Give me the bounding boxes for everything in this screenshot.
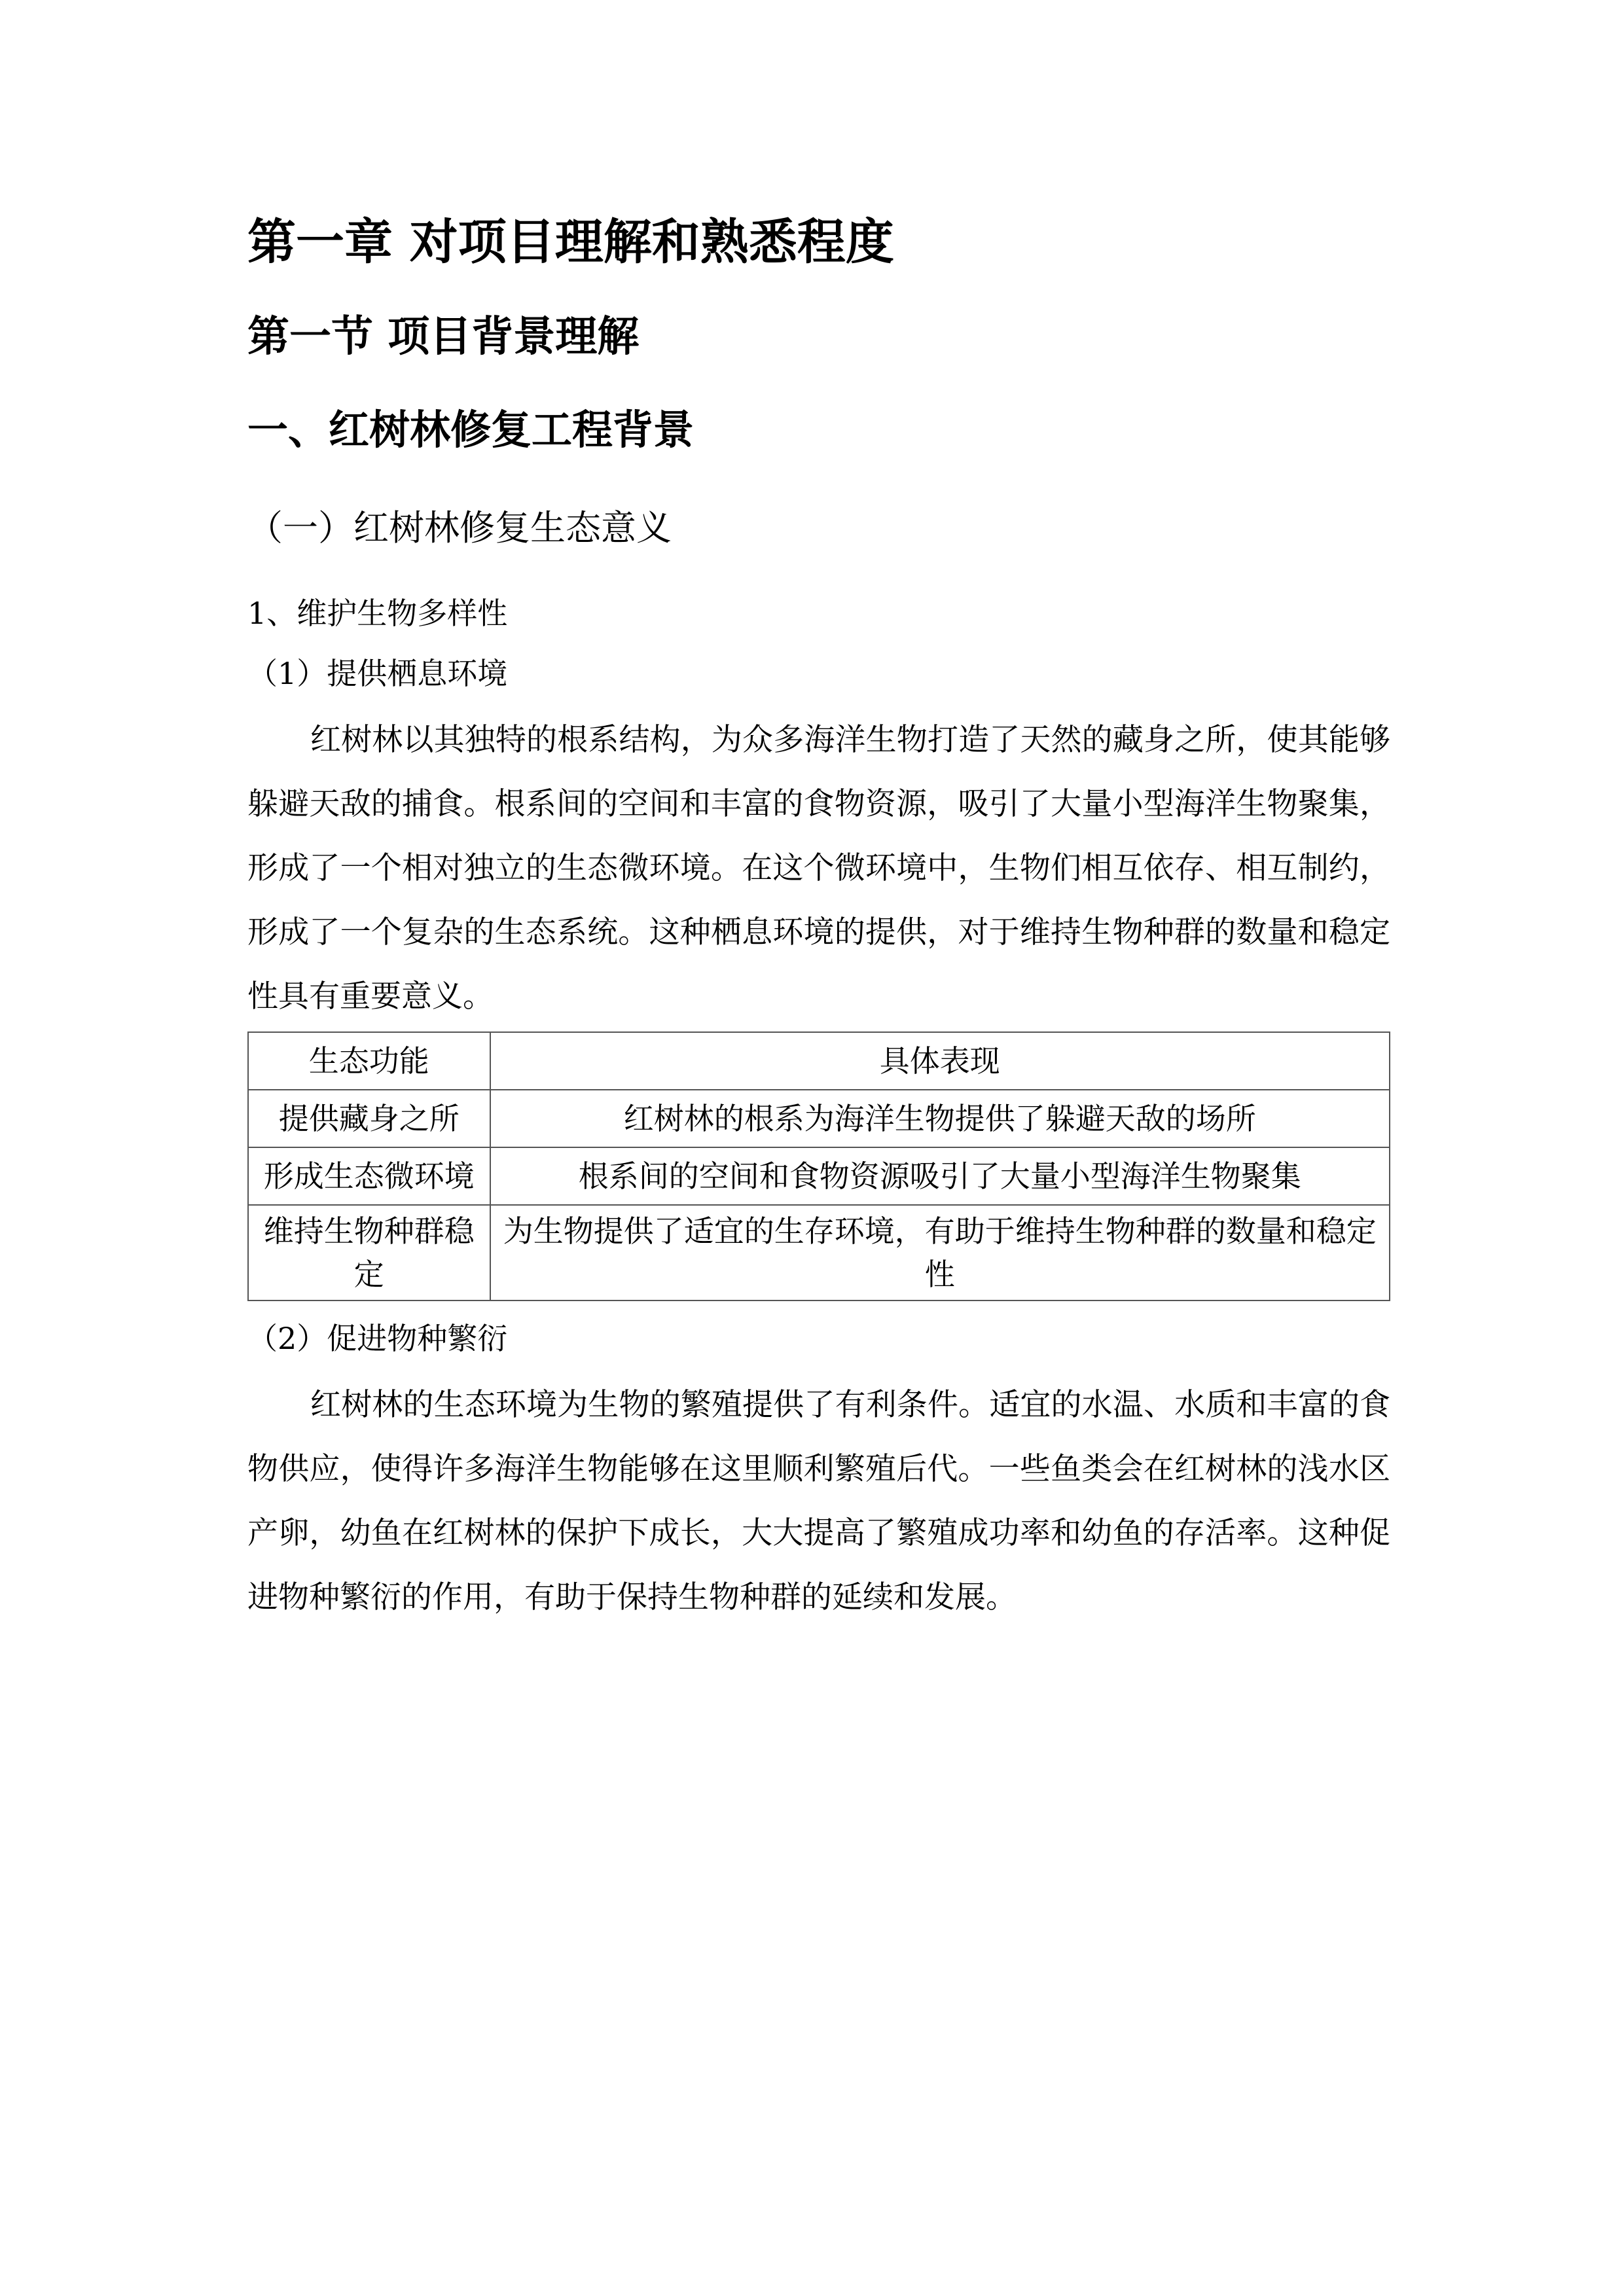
subitem-1-title: （1）提供栖息环境 bbox=[247, 656, 508, 691]
subitem-2-paragraph: 红树林的生态环境为生物的繁殖提供了有利条件。适宜的水温、水质和丰富的食物供应，使得许多海洋生物能够在这里顺利繁殖后代。一些鱼类会在红树林的浅水区产卵，幼鱼在红树林的保护下成长，大大提高了繁殖成功率和幼鱼的存活率。这种促进物种繁衍的作用，有助于保持生物种群的延续和发展。 bbox=[247, 1387, 1390, 1615]
table-cell: 维持生物种群稳定 bbox=[248, 1205, 490, 1300]
ecological-function-table bbox=[247, 1031, 1390, 1301]
subsubsection-title: （一）红树林修复生态意义 bbox=[247, 507, 672, 548]
chapter-title: 第一章 对项目理解和熟悉程度 bbox=[247, 214, 894, 270]
subsection-title: 一、红树林修复工程背景 bbox=[247, 406, 695, 454]
table-cell: 为生物提供了适宜的生存环境，有助于维持生物种群的数量和稳定性 bbox=[490, 1205, 1390, 1300]
table-header-cell: 生态功能 bbox=[248, 1032, 490, 1090]
table-cell: 红树林的根系为海洋生物提供了躲避天敌的场所 bbox=[490, 1090, 1390, 1147]
subitem-1-paragraph: 红树林以其独特的根系结构，为众多海洋生物打造了天然的藏身之所，使其能够躲避天敌的捕食。根系间的空间和丰富的食物资源，吸引了大量小型海洋生物聚集，形成了一个相对独立的生态微环境。在这个微环境中，生物们相互依存、相互制约，形成了一个复杂的生态系统。这种栖息环境的提供，对于维持生物种群的数量和稳定性具有重要意义。 bbox=[247, 722, 1390, 1014]
table-header-cell: 具体表现 bbox=[490, 1032, 1390, 1090]
table-cell: 形成生态微环境 bbox=[248, 1147, 490, 1205]
table-cell: 提供藏身之所 bbox=[248, 1090, 490, 1147]
page-content bbox=[247, 209, 1390, 1630]
table-row bbox=[248, 1090, 1390, 1147]
section-title: 第一节 项目背景理解 bbox=[247, 313, 640, 361]
table-row bbox=[248, 1205, 1390, 1300]
item-title: 1、维护生物多样性 bbox=[247, 596, 508, 631]
table-header-row bbox=[248, 1032, 1390, 1090]
subitem-2-title: （2）促进物种繁衍 bbox=[247, 1321, 508, 1356]
table-row bbox=[248, 1147, 1390, 1205]
table-cell: 根系间的空间和食物资源吸引了大量小型海洋生物聚集 bbox=[490, 1147, 1390, 1205]
